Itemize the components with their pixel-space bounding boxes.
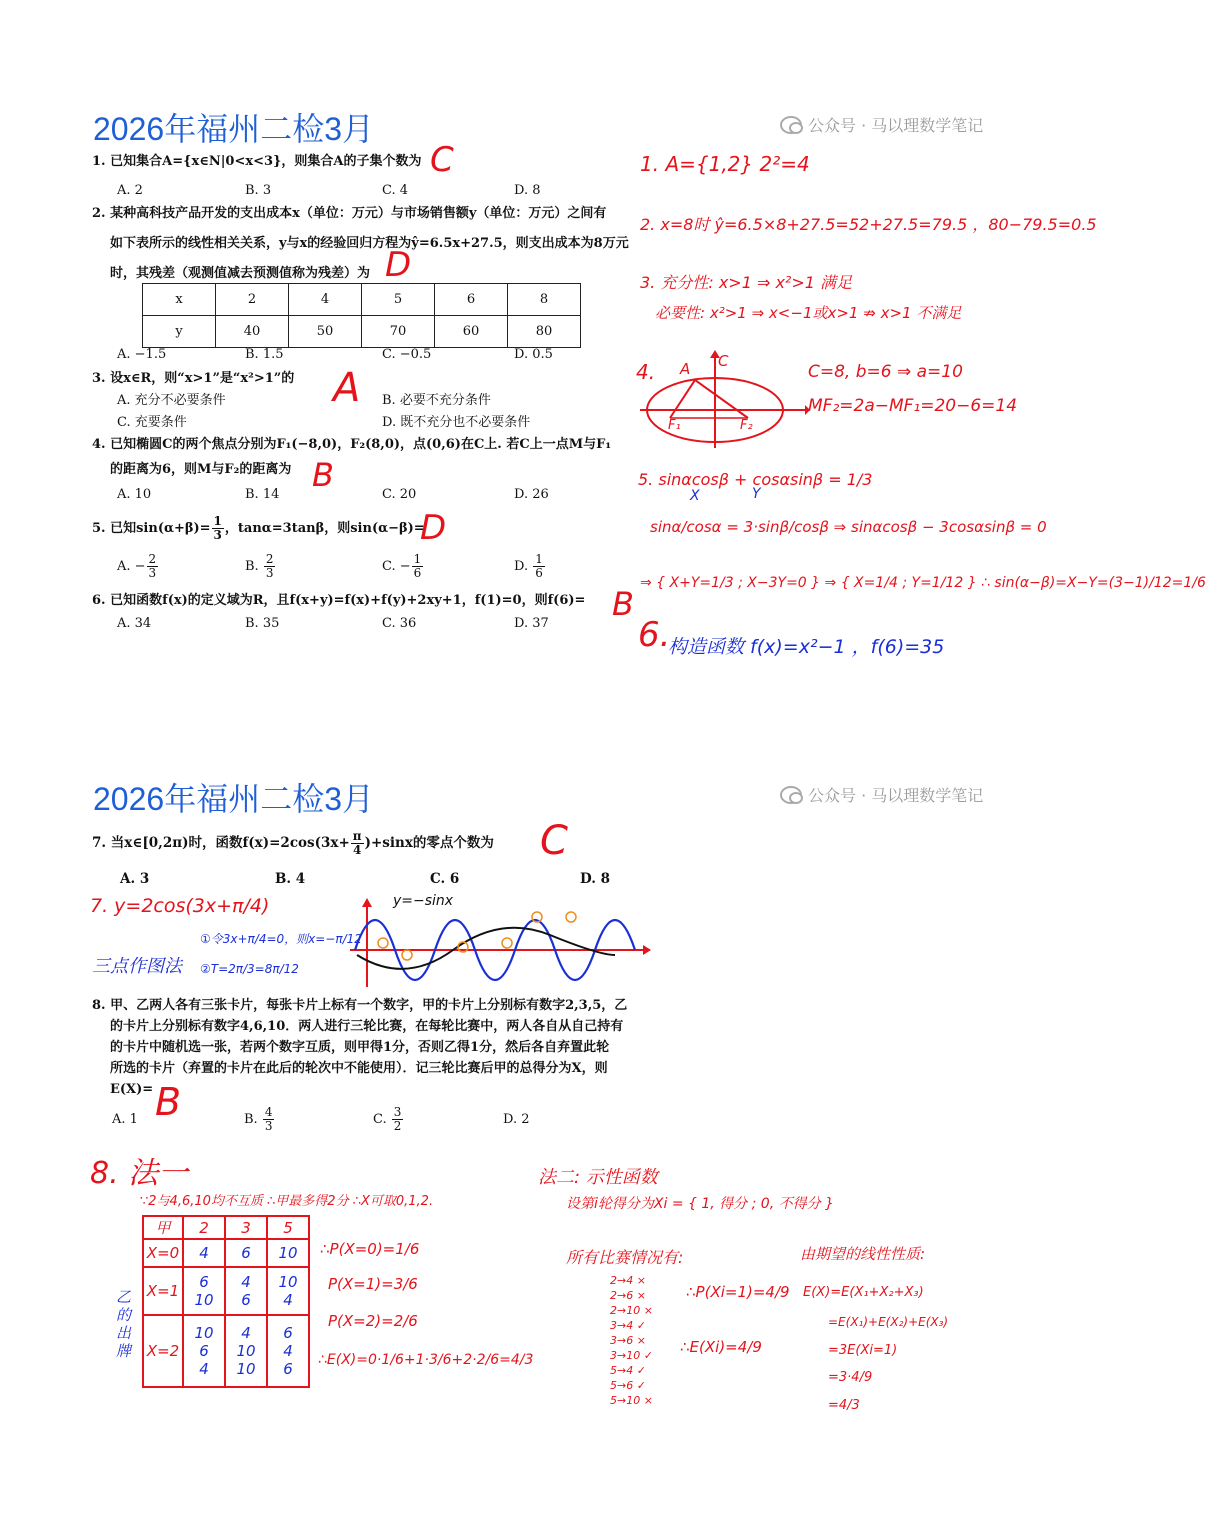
question-stem-line: 时，其残差（观测值减去预测值称为残差）为 bbox=[110, 266, 371, 281]
table-cell: 40 bbox=[216, 316, 289, 348]
note-q8-e2: =E(X₁)+E(X₂)+E(X₃) bbox=[828, 1315, 949, 1329]
option-a: A. 2 bbox=[117, 183, 143, 198]
option-b: B. 4 bbox=[275, 871, 306, 887]
table-row bbox=[143, 316, 581, 348]
handwritten-answer: B bbox=[155, 1080, 182, 1124]
note-q5-x: X bbox=[690, 488, 700, 504]
table-cell: 10 bbox=[267, 1239, 309, 1267]
watermark-text: 公众号 · 马以理数学笔记 bbox=[808, 116, 984, 135]
handwritten-answer: C bbox=[540, 818, 568, 864]
option-label: D. 2 bbox=[503, 1112, 530, 1127]
wechat-icon bbox=[780, 116, 802, 134]
option-label: C. − bbox=[382, 559, 411, 574]
table-cell bbox=[183, 1315, 225, 1387]
option-c: C. 36 bbox=[382, 616, 417, 631]
option-c bbox=[373, 1106, 404, 1133]
question-stem: 设x∈R，则“x>1”是“x²>1”的 bbox=[110, 371, 295, 386]
list-item: 5→10 × bbox=[610, 1394, 653, 1407]
option-label: B. bbox=[245, 559, 259, 574]
note-q6-label: 6. bbox=[638, 615, 671, 655]
handwritten-answer: C bbox=[430, 140, 454, 180]
table-cell: 6 bbox=[225, 1239, 267, 1267]
table-cell bbox=[183, 1267, 225, 1315]
question-number: 2. bbox=[92, 206, 106, 221]
denominator: 3 bbox=[213, 528, 222, 542]
option-c: C. 20 bbox=[382, 487, 417, 502]
question-stem-line: E(X)= bbox=[110, 1082, 154, 1097]
note-q7c: ①令3x+π/4=0，则x=−π/12 bbox=[200, 932, 362, 946]
watermark-text: 公众号 · 马以理数学笔记 bbox=[808, 786, 984, 805]
table-row bbox=[143, 1216, 309, 1239]
cell-value: 6 bbox=[283, 1324, 293, 1342]
note-q8-p1: P(X=1)=3/6 bbox=[328, 1275, 418, 1293]
option-label: D. bbox=[514, 559, 529, 574]
question-stem-line: 的卡片中随机选一张，若两个数字互质，则甲得1分，否则乙得1分，然后各自弃置此轮 bbox=[110, 1040, 610, 1055]
note-q7a: 7. y=2cos(3x+π/4) bbox=[90, 895, 270, 917]
note-q8-linearity: 由期望的线性性质: bbox=[800, 1245, 926, 1263]
denominator: 4 bbox=[353, 843, 362, 857]
numerator: 1 bbox=[413, 552, 422, 566]
table-cell: x bbox=[143, 284, 216, 316]
table-row bbox=[143, 1239, 309, 1267]
note-q5-y: Y bbox=[752, 486, 761, 502]
question-number: 4. bbox=[92, 437, 106, 452]
numerator: π bbox=[352, 829, 362, 843]
note-q4-f2: F₂ bbox=[740, 418, 753, 433]
table-cell: X=1 bbox=[143, 1267, 183, 1315]
question-stem: 某种高科技产品开发的支出成本x（单位：万元）与市场销售额y（单位：万元）之间有 bbox=[110, 206, 607, 221]
table-cell: 甲 bbox=[143, 1216, 183, 1239]
question-stem: 已知sin(α+β)= bbox=[110, 521, 211, 536]
note-q8-pxi: ∴P(Xi=1)=4/9 bbox=[686, 1283, 790, 1301]
note-q8-method2-c: 所有比赛情况有: bbox=[566, 1248, 684, 1267]
option-d: D. 8 bbox=[514, 183, 541, 198]
handwritten-answer: D bbox=[420, 508, 447, 548]
table-cell: 8 bbox=[508, 284, 581, 316]
note-q5b: sinα/cosα = 3·sinβ/cosβ ⇒ sinαcosβ − 3cosαsinβ = 0 bbox=[650, 518, 1047, 536]
note-q8-e4: =3·4/9 bbox=[828, 1370, 873, 1385]
question-number: 5. bbox=[92, 521, 106, 536]
question-7 bbox=[92, 830, 494, 857]
note-q8-p0: ∴P(X=0)=1/6 bbox=[320, 1240, 420, 1258]
note-q8-method1-b: ∵2与4,6,10均不互质 ∴甲最多得2分 ∴X可取0,1,2. bbox=[140, 1194, 434, 1209]
note-q3a: 3. 充分性: x>1 ⇒ x²>1 满足 bbox=[640, 273, 853, 292]
cell-value: 4 bbox=[283, 1291, 293, 1309]
note-q8-side-label: 乙的出牌 bbox=[116, 1288, 132, 1360]
note-q1: 1. A={1,2} 2²=4 bbox=[640, 152, 810, 176]
option-d: D. 既不充分也不必要条件 bbox=[382, 415, 531, 430]
handwritten-answer: B bbox=[612, 585, 634, 623]
table-cell: 2 bbox=[216, 284, 289, 316]
note-q8-e1: E(X)=E(X₁+X₂+X₃) bbox=[803, 1285, 924, 1300]
table-cell: 4 bbox=[183, 1239, 225, 1267]
question-number: 3. bbox=[92, 371, 106, 386]
list-item: 2→6 × bbox=[610, 1289, 646, 1302]
note-q4-f1: F₁ bbox=[668, 418, 681, 433]
list-item: 5→4 ✓ bbox=[610, 1364, 646, 1377]
option-label: C. bbox=[373, 1112, 387, 1127]
question-stem: )+sinx的零点个数为 bbox=[364, 835, 494, 851]
question-6 bbox=[92, 592, 585, 610]
question-stem: 甲、乙两人各有三张卡片，每张卡片上标有一个数字，甲的卡片上分别标有数字2,3,5，乙 bbox=[110, 998, 628, 1013]
note-q3b: 必要性: x²>1 ⇒ x<−1或x>1 ⇏ x>1 不满足 bbox=[655, 304, 962, 322]
numerator: 2 bbox=[265, 552, 274, 566]
list-item: 5→6 ✓ bbox=[610, 1379, 646, 1392]
question-number: 8. bbox=[92, 998, 106, 1013]
note-q5c: ⇒ { X+Y=1/3 ; X−3Y=0 } ⇒ { X=1/4 ; Y=1/12 } ∴ sin(α−β)=X−Y=(3−1)/12=1/6 bbox=[640, 575, 1206, 591]
note-q4-point-c: C bbox=[718, 352, 729, 370]
page-title: 2026年福州二检3月 bbox=[93, 781, 374, 817]
table-row bbox=[143, 284, 581, 316]
page-title: 2026年福州二检3月 bbox=[93, 111, 374, 147]
table-cell: 2 bbox=[183, 1216, 225, 1239]
option-c: C. 6 bbox=[430, 871, 460, 887]
table-cell: 60 bbox=[435, 316, 508, 348]
option-a: A. 3 bbox=[120, 871, 150, 887]
question-stem-line: 所选的卡片（弃置的卡片在此后的轮次中不能使用）．记三轮比赛后甲的总得分为X，则 bbox=[110, 1061, 608, 1076]
option-b bbox=[244, 1106, 275, 1133]
question-stem: 当x∈[0,2π)时，函数f(x)=2cos(3x+ bbox=[110, 835, 350, 851]
cell-value: 6 bbox=[199, 1273, 209, 1291]
option-a: A. 34 bbox=[117, 616, 152, 631]
fraction bbox=[212, 515, 224, 542]
table-cell: 5 bbox=[362, 284, 435, 316]
option-d: D. 8 bbox=[580, 871, 611, 887]
table-cell: 70 bbox=[362, 316, 435, 348]
option-a bbox=[117, 553, 159, 580]
note-q8-ex: ∴E(X)=0·1/6+1·3/6+2·2/6=4/3 bbox=[318, 1352, 534, 1368]
note-q8-method2: 法二: 示性函数 bbox=[538, 1167, 658, 1188]
option-c: C. 充要条件 bbox=[117, 415, 187, 430]
note-q6: 构造函数 f(x)=x²−1 ，f(6)=35 bbox=[668, 636, 945, 658]
note-q8-exi: ∴E(Xi)=4/9 bbox=[680, 1338, 762, 1356]
question-3 bbox=[92, 370, 294, 388]
table-row bbox=[143, 1267, 309, 1315]
table-cell: 5 bbox=[267, 1216, 309, 1239]
cell-value: 10 bbox=[236, 1342, 256, 1360]
note-q8-method2-b: 设第i轮得分为Xi = { 1, 得分 ; 0, 不得分 } bbox=[566, 1196, 834, 1212]
table-row bbox=[143, 1315, 309, 1387]
question-1 bbox=[92, 153, 422, 171]
note-q8-e5: =4/3 bbox=[828, 1398, 860, 1413]
question-stem-line: 的卡片上分别标有数字4,6,10．两人进行三轮比赛，在每轮比赛中，两人各自从自己持有 bbox=[110, 1019, 624, 1034]
note-q4b: MF₂=2a−MF₁=20−6=14 bbox=[808, 396, 1018, 416]
option-d: D. 0.5 bbox=[514, 347, 553, 362]
option-d bbox=[514, 553, 546, 580]
cell-value: 6 bbox=[283, 1360, 293, 1378]
table-cell bbox=[267, 1315, 309, 1387]
denominator: 3 bbox=[265, 566, 274, 580]
option-b: B. 14 bbox=[245, 487, 280, 502]
table-cell: y bbox=[143, 316, 216, 348]
option-label: B. bbox=[244, 1112, 258, 1127]
question-5 bbox=[92, 515, 425, 542]
numerator: 2 bbox=[148, 552, 157, 566]
option-c bbox=[382, 553, 424, 580]
denominator: 6 bbox=[535, 566, 543, 580]
cell-value: 4 bbox=[283, 1342, 293, 1360]
option-d: D. 37 bbox=[514, 616, 549, 631]
cell-value: 4 bbox=[241, 1324, 251, 1342]
option-b: B. 3 bbox=[245, 183, 272, 198]
list-item: 3→4 ✓ bbox=[610, 1319, 646, 1332]
cell-value: 6 bbox=[241, 1291, 251, 1309]
wechat-icon bbox=[780, 786, 802, 804]
denominator: 3 bbox=[148, 566, 157, 580]
question-8 bbox=[92, 997, 627, 1015]
note-q8-method1: 8. 法一 bbox=[90, 1156, 189, 1191]
note-q7d: ②T=2π/3=8π/12 bbox=[200, 962, 299, 976]
list-item: 2→4 × bbox=[610, 1274, 646, 1287]
question-stem: 已知集合A={x∈N|0<x<3}，则集合A的子集个数为 bbox=[110, 154, 422, 169]
handwritten-answer: D bbox=[385, 245, 412, 285]
option-b: B. 1.5 bbox=[245, 347, 284, 362]
question-2 bbox=[92, 205, 606, 223]
list-item: 2→10 × bbox=[610, 1304, 653, 1317]
table-cell: X=0 bbox=[143, 1239, 183, 1267]
option-a: A. 10 bbox=[117, 487, 152, 502]
numerator: 4 bbox=[264, 1105, 273, 1119]
note-q7e: y=−sinx bbox=[393, 893, 454, 909]
note-q4-point-a: A bbox=[680, 360, 691, 378]
option-a bbox=[112, 1112, 138, 1127]
question-number: 6. bbox=[92, 593, 106, 608]
table-cell: 3 bbox=[225, 1216, 267, 1239]
option-d bbox=[503, 1112, 530, 1127]
question-4 bbox=[92, 436, 611, 454]
table-cell: 80 bbox=[508, 316, 581, 348]
denominator: 6 bbox=[413, 566, 422, 580]
outcome-table bbox=[142, 1215, 310, 1388]
option-label: A. 1 bbox=[112, 1112, 138, 1127]
question-stem: 已知椭圆C的两个焦点分别为F₁(−8,0)，F₂(8,0)，点(0,6)在C上. 若C上一点M与F₁ bbox=[110, 437, 612, 452]
cell-value: 4 bbox=[199, 1360, 209, 1378]
cell-value: 4 bbox=[241, 1273, 251, 1291]
denominator: 3 bbox=[264, 1119, 273, 1133]
question-number: 1. bbox=[92, 154, 106, 169]
cell-value: 10 bbox=[236, 1360, 256, 1378]
table-cell: 50 bbox=[289, 316, 362, 348]
table-cell bbox=[225, 1315, 267, 1387]
cell-value: 10 bbox=[194, 1324, 214, 1342]
question-stem-line: 的距离为6，则M与F₂的距离为 bbox=[110, 462, 292, 477]
cell-value: 6 bbox=[199, 1342, 209, 1360]
table-cell: 6 bbox=[435, 284, 508, 316]
table-cell bbox=[225, 1267, 267, 1315]
option-b bbox=[245, 553, 276, 580]
watermark bbox=[780, 113, 983, 136]
table-cell: X=2 bbox=[143, 1315, 183, 1387]
numerator: 3 bbox=[393, 1105, 402, 1119]
denominator: 2 bbox=[393, 1119, 402, 1133]
option-b: B. 35 bbox=[245, 616, 280, 631]
table-cell bbox=[267, 1267, 309, 1315]
cell-value: 10 bbox=[194, 1291, 214, 1309]
function-graph-sketch bbox=[345, 895, 655, 990]
note-q2: 2. x=8时 ŷ=6.5×8+27.5=52+27.5=79.5 ，80−79.5=0.5 bbox=[640, 215, 1097, 234]
handwritten-answer: B bbox=[312, 456, 334, 494]
question-stem-line: 如下表所示的线性相关关系，y与x的经验回归方程为ŷ=6.5x+27.5，则支出成本为8万元 bbox=[110, 236, 629, 251]
handwritten-answer: A bbox=[333, 365, 361, 411]
option-b: B. 必要不充分条件 bbox=[382, 393, 491, 408]
note-q4-label: 4. bbox=[636, 360, 656, 384]
pair-list bbox=[610, 1273, 653, 1408]
numerator: 1 bbox=[535, 552, 543, 566]
option-a: A. −1.5 bbox=[117, 347, 167, 362]
note-q8-e3: =3E(Xi=1) bbox=[828, 1343, 898, 1358]
note-q8-p2: P(X=2)=2/6 bbox=[328, 1312, 418, 1330]
numerator: 1 bbox=[213, 514, 222, 528]
watermark bbox=[780, 783, 983, 806]
list-item: 3→6 × bbox=[610, 1334, 646, 1347]
option-c: C. 4 bbox=[382, 183, 409, 198]
cell-value: 10 bbox=[278, 1273, 298, 1291]
note-q4a: C=8, b=6 ⇒ a=10 bbox=[808, 362, 963, 382]
data-table bbox=[142, 283, 581, 348]
question-number: 7. bbox=[92, 835, 107, 851]
option-label: A. − bbox=[117, 559, 146, 574]
option-c: C. −0.5 bbox=[382, 347, 432, 362]
question-stem: ，tanα=3tanβ，则sin(α−β)= bbox=[224, 521, 425, 536]
list-item: 3→10 ✓ bbox=[610, 1349, 653, 1362]
option-d: D. 26 bbox=[514, 487, 549, 502]
option-a: A. 充分不必要条件 bbox=[117, 393, 226, 408]
note-q7b: 三点作图法 bbox=[92, 956, 182, 977]
note-q5a: 5. sinαcosβ + cosαsinβ = 1/3 bbox=[638, 470, 873, 489]
table-cell: 4 bbox=[289, 284, 362, 316]
question-stem: 已知函数f(x)的定义域为R，且f(x+y)=f(x)+f(y)+2xy+1，f(1)=0，则f(6)= bbox=[110, 593, 586, 608]
